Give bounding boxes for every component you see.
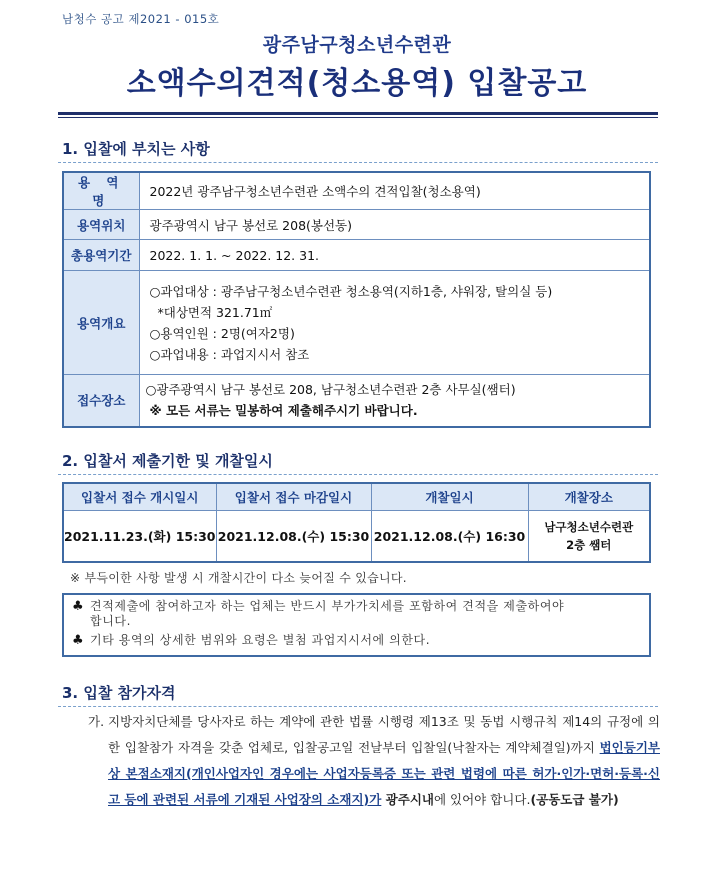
overview-label: 용역개요 [63,271,139,375]
text-start: 지방자치단체를 당사자로 하는 계약에 관한 법률 시행령 제13조 및 동법 시행규칙 제14의 규정에 의한 입찰참가 자격을 갖춘 업체로, 입찰공고일 전날부터 입찰일(낙찰자는 계약체결일)까지 [108,714,660,755]
column-header: 입찰서 접수 마감일시 [216,483,371,510]
service-name-value: 2022년 광주남구청소년수련관 소액수의 견적입찰(청소용역) [139,172,650,210]
opening-place-line1: 남구청소년수련관 [544,519,634,534]
section1-rule [58,162,658,163]
overview-line: ○용역인원 : 2명(여자2명) [149,325,295,341]
overview-line: ○과업대상 : 광주남구청소년수련관 청소용역(지하1층, 샤워장, 탈의실 등) [149,283,553,299]
reception-line: ○광주광역시 남구 봉선로 208, 남구청소년수련관 2층 사무실(쌤터) [145,382,516,398]
column-header: 입찰서 접수 개시일시 [63,483,216,510]
table-row [63,210,650,240]
document-number: 남청수 공고 제2021 - 015호 [62,12,220,26]
opening-place [528,510,650,562]
start-datetime: 2021.11.23.(화) 15:30 [63,510,216,562]
section1-heading: 1. 입찰에 부치는 사항 [62,140,210,158]
opening-datetime: 2021.12.08.(수) 16:30 [371,510,528,562]
qualification-paragraph [88,709,660,813]
table-row [63,375,650,427]
section3-heading: 3. 입찰 참가자격 [62,684,176,702]
table-row [63,172,650,210]
joint-bid-note: (공동도급 불가) [530,792,619,807]
schedule-table [62,482,651,563]
notice-title: 소액수의견적(청소용역) 입찰공고 [126,66,588,101]
club-icon: ♣ [72,633,84,648]
overview-value [139,271,650,375]
opening-place-line2: 2층 쌤터 [566,537,612,552]
section2-rule [58,474,658,475]
notice-item [72,633,641,648]
end-datetime: 2021.12.08.(수) 15:30 [216,510,371,562]
reception-note: ※ 모든 서류는 밀봉하여 제출해주시기 바랍니다. [149,403,418,419]
notice-text-b: 합니다. [90,614,131,628]
section3-rule [58,706,658,707]
table-row [63,240,650,271]
title-rule-thin [58,117,658,118]
bid-items-table [62,171,651,428]
location-label: 용역위치 [63,210,139,240]
period-label: 총용역기간 [63,240,139,271]
location-value: 광주광역시 남구 봉선로 208(봉선동) [139,210,650,240]
text-mid: 에 있어야 합니다. [433,792,531,807]
table-row [63,271,650,375]
notice-text: 기타 용역의 상세한 범위와 요령은 별첨 과업지시서에 의한다. [90,633,431,647]
notice-box [62,593,651,657]
notice-text-a: 견적제출에 참여하고자 하는 업체는 반드시 부가가치세를 포함하여 견적을 제출하여야 [90,599,565,613]
highlight-text: 법인등기부상 본점소재지(개인사업자인 경우에는 사업자등록증 또는 관련 법령에 따른 허가·인가·면허·등록·신고 등에 관련된 서류에 기재된 사업장의 소재지)가 [108,740,660,807]
table-row [63,510,650,562]
item-marker: 가. [88,714,105,729]
column-header: 개찰장소 [528,483,650,510]
reception-value [139,375,650,427]
overview-line: *대상면적 321.71㎡ [157,304,273,320]
delay-note: ※ 부득이한 사항 발생 시 개찰시간이 다소 늦어질 수 있습니다. [70,571,407,585]
notice-text [90,599,564,629]
qualification-text [88,709,660,813]
overview-line: ○과업내용 : 과업지시서 참조 [149,346,310,362]
column-header: 개찰일시 [371,483,528,510]
service-name-label: 용 역 명 [63,172,139,210]
bold-text: 광주시내 [381,792,434,807]
section2-heading: 2. 입찰서 제출기한 및 개찰일시 [62,452,273,470]
title-rule-thick [58,112,658,115]
table-header-row [63,483,650,510]
notice-item [72,599,641,629]
club-icon: ♣ [72,599,84,614]
organization-title: 광주남구청소년수련관 [262,34,452,56]
reception-label: 접수장소 [63,375,139,427]
period-value: 2022. 1. 1. ~ 2022. 12. 31. [139,240,650,271]
